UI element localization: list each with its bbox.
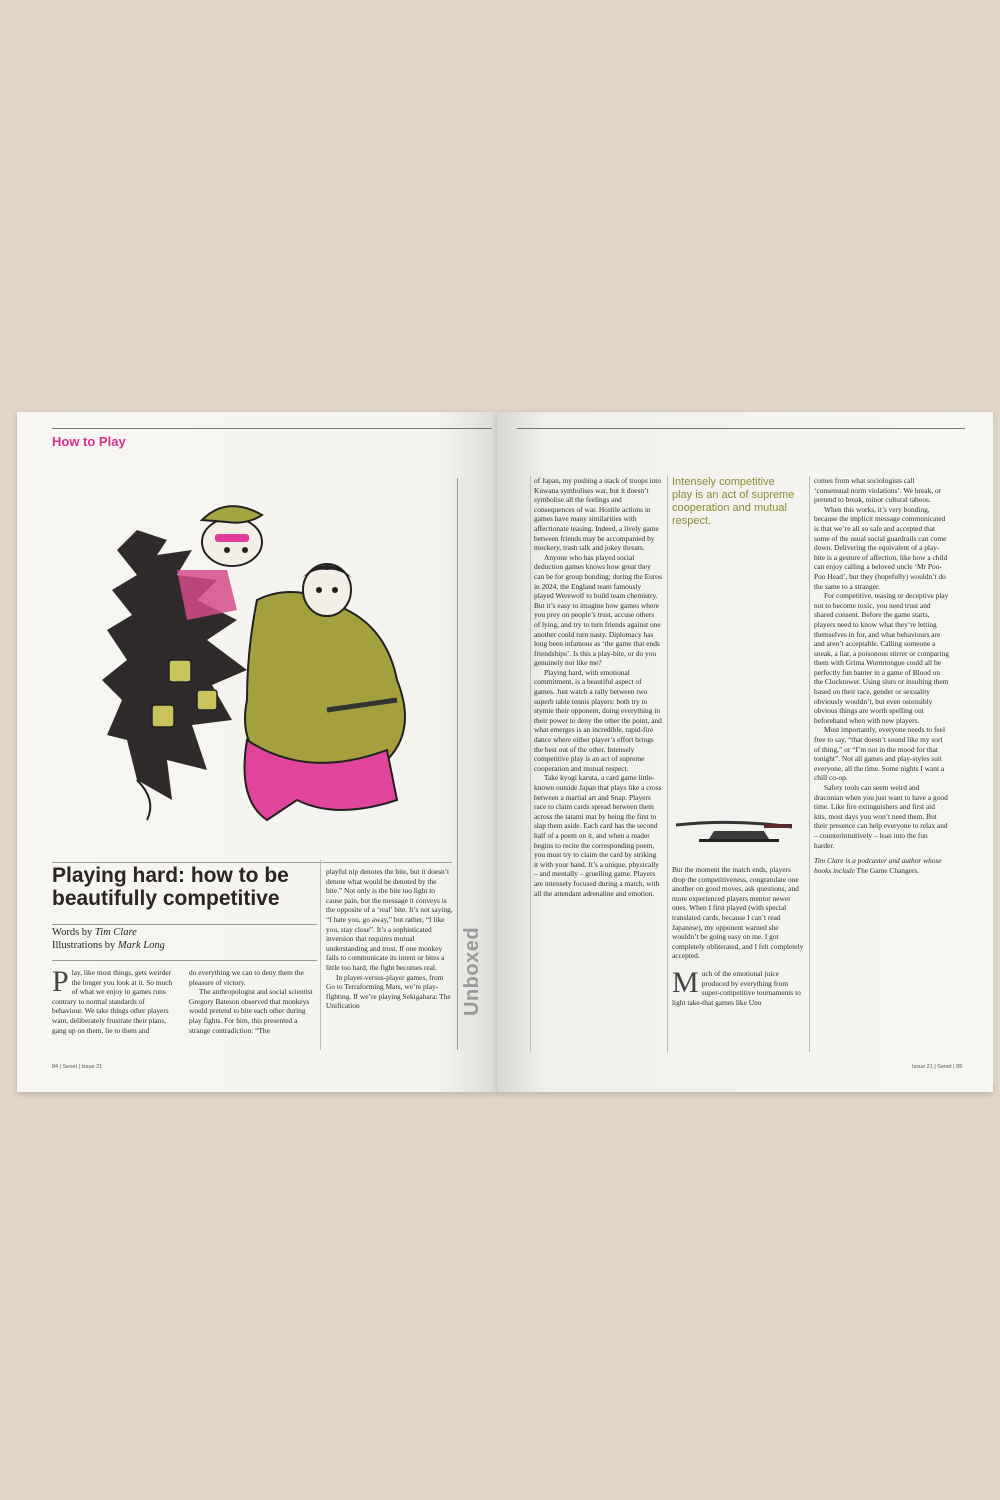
right-column-3: comes from what sociologists call ‘consensual norm violations’. We break, or pretend to break, minor cultural taboos. When this works, it’s very bonding, because the implicit message communicated is that we’re all so safe and accepted that some of the usual social guardrails can come down. Delivering the equivalent of a play-bite is a gesture of affection, like how a child can enjoy calling a beloved uncle ‘Mr Poo-Poo Head’, but they (hopefully) wouldn’t do the same to a stranger. For competitive, teasing or deceptive play not to become toxic, you need trust and shared consent. Before the game starts, players need to know what they’re letting themselves in for, and what behaviours are and aren’t acceptable. Calling someone a sneak, a liar, a poisonous stirrer or comparing them with Grima Wormtongue could all be perfectly fun banter in a game of Blood on the Clocktower. Using slurs or insulting them based on their race, gender or sexuality obviously wouldn’t, but even ostensibly obvious things are worth spelling out beforehand when with new players. Most importantly, everyone needs to feel free to say, “that doesn’t sound like my sort of thing,” or “I’m not in the mood for that tonight”. Not all games and play-styles suit everyone, all the time. Some nights I want a chill co-op. Safety tools can seem weird and draconian when you just want to have a good time. Like fire extinguishers and first aid kits, most days you won’t need them. But their presence can help everyone to relax and – counterintuitively – lean into the fun harder. Tim Clare is a podcaster and author whose books include The Game Changers. (814, 476, 949, 875)
left-column-3: playful nip denotes the bite, but it doesn’t denote what would be denoted by the bite.” Not only is the bite too light to cause pain, but the message it conveys is the opposite of a ‘real’ bite. It’s not saying, “I hate you, go away,” but rather, “I like you, stay close”. It’s a sophisticated inversion that requires mutual understanding and trust. If one monkey fails to communicate its intent or bites a little too hard, the fight becomes real. In player-versus-player games, from Go to Terraforming Mars, we’re play-fighting. If we’re playing Sekigahara: The Unification (326, 867, 453, 1011)
byline-rule (52, 924, 317, 925)
section-label: How to Play (52, 434, 126, 449)
top-rule (52, 428, 492, 429)
headline-rule (52, 862, 452, 863)
page-rule-left (530, 476, 531, 1052)
right-folio: Issue 21 | Senet | 85 (912, 1064, 963, 1070)
column-divider (320, 860, 321, 1050)
left-page (17, 412, 497, 1092)
drop-cap: P (52, 965, 69, 998)
left-column-2: do everything we can to deny them the pleasure of victory. The anthropologist and social scientist Gregory Bateson observed that monkeys would pretend to bite each other during play fights. For him, this presented a strange contradiction: “The (189, 968, 313, 1035)
author-credit: Tim Clare is a podcaster and author whose books include The Game Changers. (814, 856, 942, 875)
left-folio: 84 | Senet | Issue 21 (52, 1064, 103, 1070)
right-page (497, 412, 993, 1092)
article-headline: Playing hard: how to be beautifully competitive (52, 864, 289, 910)
byline: Words by Tim Clare Illustrations by Mark Long (52, 927, 165, 951)
column-divider (809, 476, 810, 1052)
unboxed-side-label: Unboxed (461, 926, 483, 1016)
author-name: Tim Clare (94, 927, 137, 938)
left-column-1: Play, like most things, gets weirder the longer you look at it. So much of what we enjoy in games runs contrary to normal standards of behaviour. We take things other players want, deliberately frustrate their plans, gang up on them, lie to them and (52, 965, 173, 1035)
body-rule (52, 960, 317, 961)
right-column-1: of Japan, my pushing a stack of troops into Kuwana symbolises war, but it doesn’t symbolise all the feelings and consequences of war. Hostile actions in games have many similarities with affectionate teasing. Indeed, a lively game between friends may be accompanied by mockery, trash talk and jokey threats. Anyone who has played social deduction games knows how great they can be for group bonding; during the Euros in 2024, the England team famously played Werewolf to build team chemistry. But it’s easy to imagine how games where you prey on people’s trust, accuse others of lying, and try to turn friends against one another could turn nasty. Diplomacy has long been infamous as ‘the game that ends friendships’. Is this a play-bite, or do you genuinely not like me? Playing hard, with emotional commitment, is a beautiful aspect of games. Just watch a rally between two superb table tennis players: both try to stymie their opponent, doing everything in their power to deny the other the point, and what emerges is an incredible, rapid-fire dance where either player’s effort brings the best out of the other. Intensely competitive play is an act of supreme cooperation and mutual respect. Take kyogi karuta, a card game little-known outside Japan that plays like a cross between a martial art and Snap. Players race to claim cards spread between them across the tatami mat by being the first to slap them aside. Each card has the second half of a poem on it, and when a reader begins to recite the corresponding poem, you must try to claim the card by striking it with your hand. It’s a unique, physically – and mentally – gruelling game. Players are intensely focused during a match, with all the attendant adrenaline and emotion. (534, 476, 662, 898)
illustrator-name: Mark Long (117, 939, 165, 951)
competitive-play-illustration (97, 500, 437, 840)
right-column-2: But the moment the match ends, players drop the competitiveness, congratulate one another on good moves, ask questions, and more experienced players mentor newer ones. When I first played (with special translated cards, because I can’t read Japanese), my opponent warned she wouldn’t be going easy on me. I got completely obliterated, and I felt completely accepted. Much of the emotional juice produced by everything from super-competitive tournaments to light take-that games like Uno (672, 865, 804, 1007)
column-divider (667, 476, 668, 1052)
magazine-spread (17, 412, 993, 1092)
pull-quote: Intensely competitive play is an act of supreme cooperation and mutual respect. (672, 476, 795, 527)
column-rule (457, 478, 458, 1050)
page-edge (993, 418, 998, 1082)
top-rule (517, 428, 965, 429)
katana-icon (674, 817, 799, 847)
drop-cap: M (672, 965, 699, 999)
